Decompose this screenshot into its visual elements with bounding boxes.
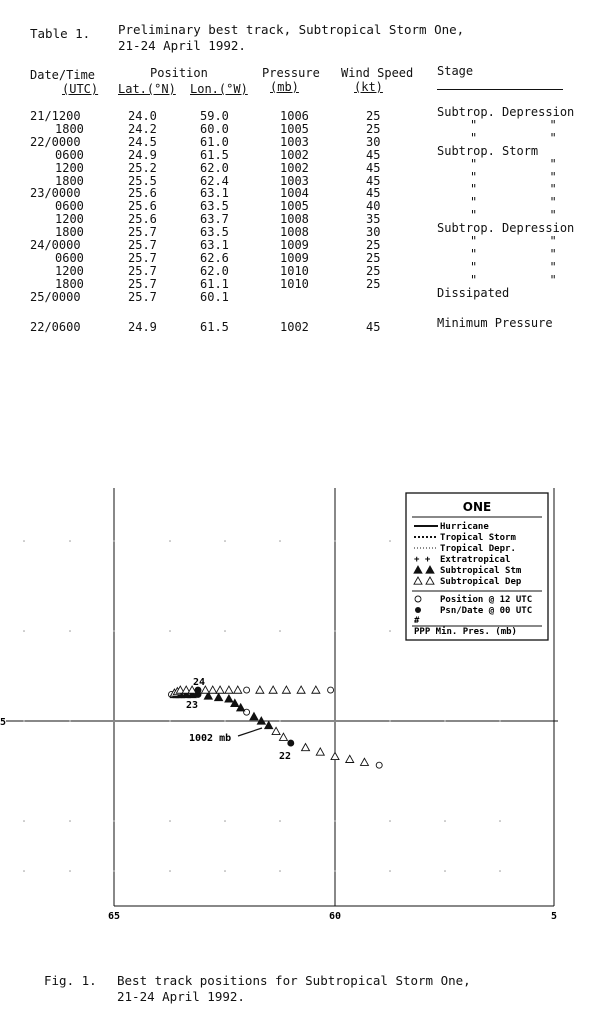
- legend-item-label: Hurricane: [440, 522, 489, 532]
- grid-dot: [279, 630, 281, 632]
- grid-dot: [169, 820, 171, 822]
- position-12utc-marker: [376, 762, 382, 768]
- row-datetime: 1800: [55, 173, 84, 188]
- subtropical-depression-marker: [269, 686, 277, 693]
- grid-dot: [23, 540, 25, 542]
- date-label: 24: [193, 677, 206, 688]
- row-pressure: 1009: [280, 250, 309, 265]
- grid-dot: [224, 630, 226, 632]
- row-lon: 62.4: [200, 173, 229, 188]
- row-lat: 25.7: [128, 238, 157, 252]
- row-lat: 24.2: [128, 121, 157, 136]
- row-wind: 45: [366, 186, 381, 201]
- row-lon: 61.0: [200, 134, 229, 149]
- row-datetime: 24/0000: [30, 238, 81, 252]
- figure-number: Fig. 1.: [44, 973, 97, 988]
- min-row-lat: 24.9: [128, 320, 157, 334]
- legend-item-label: Position @ 12 UTC: [440, 595, 533, 605]
- row-lat: 24.0: [128, 109, 157, 123]
- subtropical-depression-marker: [256, 686, 264, 693]
- row-datetime: 1800: [55, 121, 84, 136]
- row-datetime: 21/1200: [30, 109, 81, 123]
- grid-dot: [389, 540, 391, 542]
- row-wind: 40: [366, 199, 381, 214]
- grid-dot: [389, 720, 391, 722]
- header-utc: (UTC): [62, 82, 99, 96]
- subtropical-depression-marker: [225, 686, 233, 693]
- date-label: 23: [186, 700, 199, 711]
- row-lon: 62.6: [200, 250, 229, 265]
- row-stage: Dissipated: [437, 285, 510, 300]
- grid-dot: [23, 630, 25, 632]
- header-kt: (kt): [354, 80, 383, 94]
- row-lon: 62.0: [200, 263, 229, 278]
- row-pressure: 1009: [280, 238, 309, 252]
- grid-dot: [389, 870, 391, 872]
- date-00utc-marker: [288, 740, 294, 746]
- legend-hash-symbol: #: [414, 616, 420, 626]
- row-wind: 45: [366, 173, 381, 188]
- grid-dot: [389, 630, 391, 632]
- row-datetime: 0600: [55, 250, 84, 265]
- subtropical-depression-marker: [346, 755, 354, 762]
- legend-extratropical-symbol: + +: [414, 555, 431, 565]
- date-label: 22: [279, 751, 292, 762]
- grid-dot: [279, 870, 281, 872]
- subtropical-depression-marker: [297, 686, 305, 693]
- subtropical-depression-marker: [209, 686, 217, 693]
- grid-dot: [279, 720, 281, 722]
- legend-00utc-symbol: [415, 607, 421, 613]
- row-lon: 63.7: [200, 212, 229, 227]
- subtropical-depression-marker: [216, 686, 224, 693]
- row-pressure: 1002: [280, 147, 309, 162]
- row-datetime: 1800: [55, 276, 84, 291]
- grid-dot: [224, 720, 226, 722]
- min-row-lon: 61.5: [200, 320, 229, 334]
- grid-dot: [499, 870, 501, 872]
- row-stage: " ": [470, 169, 557, 184]
- grid-dot: [113, 540, 115, 542]
- row-pressure: 1005: [280, 121, 309, 136]
- grid-dot: [169, 630, 171, 632]
- table-caption-line1: Preliminary best track, Subtropical Storm One,: [118, 22, 465, 37]
- row-datetime: 1200: [55, 160, 84, 175]
- row-datetime: 25/0000: [30, 289, 81, 304]
- row-pressure: 1010: [280, 276, 309, 291]
- grid-dot: [444, 870, 446, 872]
- grid-dot: [334, 720, 336, 722]
- min-pressure-label: 1002 mb: [189, 733, 232, 744]
- grid-dot: [23, 870, 25, 872]
- legend-item-label: Tropical Storm: [440, 533, 516, 543]
- grid-dot: [113, 630, 115, 632]
- row-datetime: 1200: [55, 212, 84, 227]
- row-lat: 25.7: [128, 289, 157, 304]
- legend-item-label: Subtropical Dep: [440, 577, 522, 587]
- grid-dot: [113, 870, 115, 872]
- position-12utc-marker: [328, 687, 334, 693]
- grid-dot: [23, 720, 25, 722]
- header-mb: (mb): [270, 80, 299, 94]
- grid-dot: [444, 820, 446, 822]
- row-lat: 25.7: [128, 276, 157, 291]
- row-lon: 63.1: [200, 238, 229, 252]
- min-row-pressure: 1002: [280, 320, 309, 334]
- grid-dot: [334, 540, 336, 542]
- row-stage: Subtrop. Depression: [437, 105, 575, 119]
- grid-dot: [69, 870, 71, 872]
- grid-dot: [334, 820, 336, 822]
- row-stage: Subtrop. Depression: [437, 221, 575, 236]
- grid-dot: [334, 870, 336, 872]
- position-12utc-marker: [244, 687, 250, 693]
- row-datetime: 1200: [55, 263, 84, 278]
- grid-dot: [499, 820, 501, 822]
- row-lon: 63.5: [200, 225, 229, 240]
- row-stage: " ": [470, 208, 557, 223]
- row-lon: 62.0: [200, 160, 229, 175]
- legend-title: ONE: [462, 500, 492, 514]
- row-stage: " ": [470, 259, 557, 274]
- grid-dot: [69, 720, 71, 722]
- header-pressure: Pressure: [262, 66, 320, 80]
- min-pressure-leader: [238, 728, 262, 736]
- row-wind: 30: [366, 225, 381, 240]
- grid-dot: [23, 820, 25, 822]
- legend-item-label: Subtropical Stm: [440, 566, 522, 576]
- row-wind: 25: [366, 238, 381, 252]
- row-lat: 25.7: [128, 225, 157, 240]
- subtropical-depression-marker: [302, 744, 310, 751]
- grid-dot: [113, 820, 115, 822]
- row-datetime: 1800: [55, 225, 84, 240]
- row-stage: " ": [470, 182, 557, 197]
- subtropical-storm-marker: [225, 695, 233, 702]
- subtropical-depression-marker: [331, 752, 339, 759]
- row-wind: 35: [366, 212, 381, 227]
- grid-dot: [69, 820, 71, 822]
- row-wind: 25: [366, 263, 381, 278]
- row-wind: 30: [366, 134, 381, 149]
- row-stage: Subtrop. Storm: [437, 143, 539, 158]
- row-pressure: 1006: [280, 109, 309, 123]
- row-lon: 60.1: [200, 289, 229, 304]
- row-wind: 45: [366, 160, 381, 175]
- min-row-datetime: 22/0600: [30, 320, 81, 334]
- row-pressure: 1004: [280, 186, 309, 201]
- header-datetime: Date/Time: [30, 68, 96, 82]
- row-lat: 25.2: [128, 160, 157, 175]
- row-wind: 25: [366, 121, 381, 136]
- row-lon: 63.5: [200, 199, 229, 214]
- row-stage: " ": [470, 195, 557, 210]
- header-position: Position: [150, 66, 208, 80]
- row-lat: 25.5: [128, 173, 157, 188]
- row-lat: 24.5: [128, 134, 157, 149]
- row-stage: " ": [470, 117, 557, 132]
- subtropical-depression-marker: [316, 748, 324, 755]
- header-lat: Lat.(°N): [118, 82, 176, 96]
- row-pressure: 1005: [280, 199, 309, 214]
- row-pressure: 1003: [280, 134, 309, 149]
- row-lat: 25.7: [128, 263, 157, 278]
- grid-dot: [279, 820, 281, 822]
- row-lat: 24.9: [128, 147, 157, 162]
- subtropical-depression-marker: [312, 686, 320, 693]
- row-stage: " ": [470, 156, 557, 171]
- grid-dot: [69, 540, 71, 542]
- grid-dot: [69, 630, 71, 632]
- min-row-stage: Minimum Pressure: [437, 316, 553, 330]
- subtropical-storm-marker: [250, 713, 258, 720]
- row-pressure: 1010: [280, 263, 309, 278]
- subtropical-depression-marker: [272, 727, 280, 734]
- row-lon: 61.5: [200, 147, 229, 162]
- grid-dot: [444, 720, 446, 722]
- header-wind: Wind Speed: [341, 66, 414, 80]
- row-datetime: 0600: [55, 147, 84, 162]
- grid-dot: [224, 870, 226, 872]
- row-lon: 59.0: [200, 109, 229, 123]
- grid-dot: [224, 820, 226, 822]
- row-lat: 25.7: [128, 250, 157, 265]
- row-lat: 25.6: [128, 199, 157, 214]
- legend-item-label: PPP Min. Pres. (mb): [414, 627, 517, 637]
- x-tick-label: 5: [551, 911, 558, 922]
- figure-caption-line2: 21-24 April 1992.: [117, 989, 245, 1004]
- row-wind: 25: [366, 250, 381, 265]
- row-stage: " ": [470, 234, 557, 248]
- min-row-wind: 45: [366, 320, 381, 334]
- grid-dot: [334, 630, 336, 632]
- row-datetime: 23/0000: [30, 186, 81, 201]
- legend-item-label: Extratropical: [440, 555, 511, 565]
- legend-12utc-symbol: [415, 596, 421, 602]
- row-stage: " ": [470, 130, 557, 145]
- row-wind: 45: [366, 147, 381, 162]
- grid-dot: [169, 870, 171, 872]
- row-pressure: 1008: [280, 225, 309, 240]
- header-stage: Stage: [437, 64, 474, 78]
- row-pressure: 1008: [280, 212, 309, 227]
- legend-item-label: Tropical Depr.: [440, 544, 516, 554]
- grid-dot: [224, 540, 226, 542]
- table-caption-line2: 21-24 April 1992.: [118, 38, 246, 53]
- header-lon: Lon.(°W): [190, 82, 248, 96]
- row-lat: 25.6: [128, 212, 157, 227]
- y-tick-label: 5: [0, 717, 7, 728]
- x-tick-label: 65: [108, 911, 121, 922]
- subtropical-depression-marker: [282, 686, 290, 693]
- grid-dot: [113, 720, 115, 722]
- row-pressure: 1002: [280, 160, 309, 175]
- row-lon: 63.1: [200, 186, 229, 201]
- subtropical-depression-marker: [279, 733, 287, 740]
- subtropical-depression-marker: [360, 758, 368, 765]
- row-lon: 61.1: [200, 276, 229, 291]
- grid-dot: [279, 540, 281, 542]
- figure-caption-line1: Best track positions for Subtropical Storm One,: [117, 973, 471, 988]
- row-lon: 60.0: [200, 121, 229, 136]
- row-datetime: 22/0000: [30, 134, 81, 149]
- subtropical-storm-marker: [265, 721, 273, 728]
- grid-dot: [389, 820, 391, 822]
- grid-dot: [169, 540, 171, 542]
- subtropical-storm-marker: [215, 693, 223, 700]
- row-stage: " ": [470, 246, 557, 261]
- subtropical-depression-marker: [234, 686, 242, 693]
- row-datetime: 0600: [55, 199, 84, 214]
- legend-item-label: Psn/Date @ 00 UTC: [440, 606, 533, 616]
- row-stage: " ": [470, 272, 557, 287]
- row-wind: 25: [366, 109, 381, 123]
- grid-dot: [169, 720, 171, 722]
- table-number: Table 1.: [30, 26, 91, 41]
- row-pressure: 1003: [280, 173, 309, 188]
- row-wind: 25: [366, 276, 381, 291]
- grid-dot: [499, 720, 501, 722]
- x-tick-label: 60: [329, 911, 342, 922]
- row-lat: 25.6: [128, 186, 157, 201]
